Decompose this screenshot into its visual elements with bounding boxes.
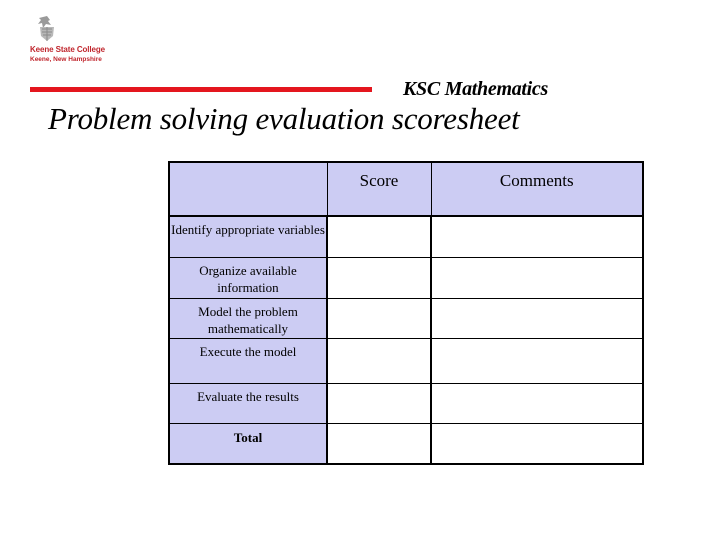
score-cell[interactable] <box>327 257 431 298</box>
table-row-total <box>169 423 643 464</box>
accent-divider <box>30 87 372 92</box>
criterion-label: Execute the model <box>169 338 327 383</box>
college-location: Keene, New Hampshire <box>30 56 102 63</box>
comments-cell[interactable] <box>431 383 643 423</box>
comments-cell[interactable] <box>431 216 643 257</box>
table-row <box>169 338 643 383</box>
score-cell[interactable] <box>327 216 431 257</box>
header-cell-score: Score <box>327 162 431 216</box>
table-row <box>169 383 643 423</box>
criterion-label: Organize available information <box>169 257 327 298</box>
header-cell-criteria <box>169 162 327 216</box>
college-name: Keene State College <box>30 45 106 54</box>
college-logo <box>28 14 118 70</box>
total-label: Total <box>169 423 327 464</box>
criterion-label: Identify appropriate variables <box>169 216 327 257</box>
comments-cell[interactable] <box>431 338 643 383</box>
total-comments-cell[interactable] <box>431 423 643 464</box>
department-name: KSC Mathematics <box>403 78 548 100</box>
table-row <box>169 216 643 257</box>
table-header-row <box>169 162 643 216</box>
total-score-cell[interactable] <box>327 423 431 464</box>
score-cell[interactable] <box>327 383 431 423</box>
table-row <box>169 257 643 298</box>
scoresheet-table <box>168 161 644 465</box>
header-cell-comments: Comments <box>431 162 643 216</box>
criterion-label: Model the problem mathematically <box>169 298 327 338</box>
criterion-label: Evaluate the results <box>169 383 327 423</box>
comments-cell[interactable] <box>431 257 643 298</box>
college-crest-icon <box>32 14 62 44</box>
score-cell[interactable] <box>327 298 431 338</box>
score-cell[interactable] <box>327 338 431 383</box>
comments-cell[interactable] <box>431 298 643 338</box>
page-title: Problem solving evaluation scoresheet <box>48 101 520 136</box>
table-row <box>169 298 643 338</box>
